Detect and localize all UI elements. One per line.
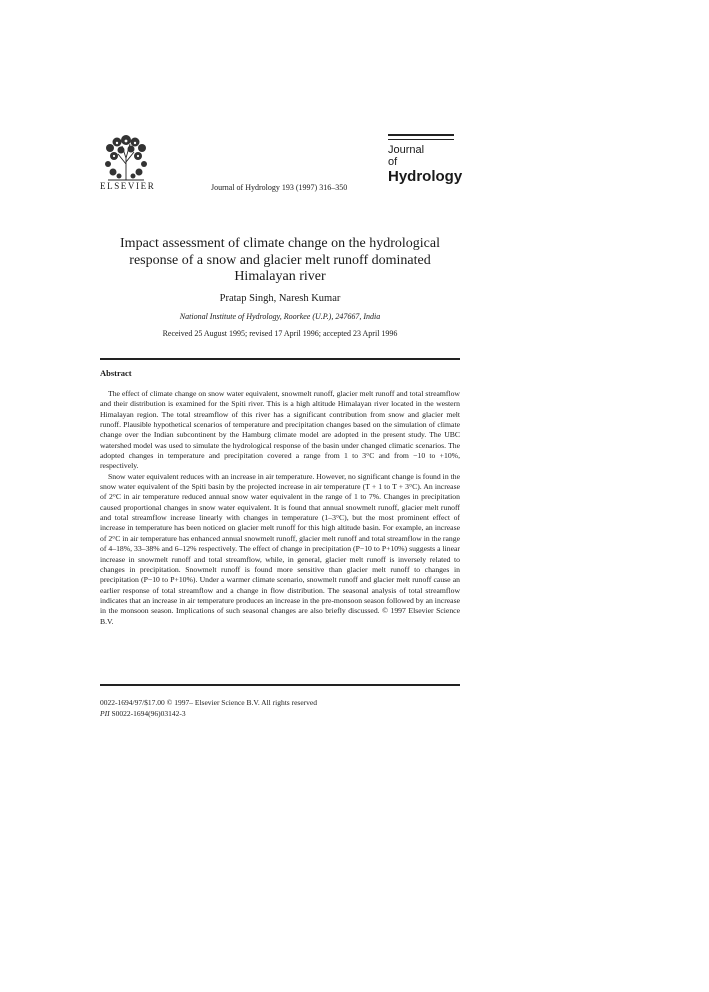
abstract-heading: Abstract [100,368,132,378]
pii-line [100,709,186,718]
logo-rule-top [388,134,454,136]
pii-label: PII [100,709,110,718]
pii-value: S0022-1694(96)03142-3 [111,709,186,718]
journal-logo-line2: of [388,156,398,168]
abstract-paragraph-2: Snow water equivalent reduces with an increase in air temperature. However, no significant change is found in the snow water equivalent of the Spiti basin by the projected increase in air temperature (T + 1 to T + 3°C). An increase of 2°C in air temperature reduced annual snow water equivalent in the range of 1 to 7%. Changes in precipitation caused proportional changes in snow water equivalent. It is found that annual snowmelt runoff, glacier melt runoff and total streamflow increase linearly with changes in temperature (1–3°C), but the most prominent effect of increase in temperature has been noticed on glacier melt runoff for this high altitude basin. For example, an increase of 2°C in air temperature has enhanced annual snowmelt runoff, glacier melt runoff and total streamflow in the range of 4–18%, 33–38% and 6–12% respectively. The effect of change in precipitation (P−10 to P+10%) suggests a linear increase in snowmelt runoff and total streamflow, while, in general, glacier melt runoff is inversely related to changes in precipitation. Snowmelt runoff is found more sensitive than glacier melt runoff to changes in precipitation (P−10 to P+10%). Under a warmer climate scenario, snowmelt runoff and glacier melt runoff cause an earlier response of total streamflow and a change in flow distribution. The seasonal analysis of total streamflow indicates that an increase in air temperature produces an increase in the pre-monsoon season followed by an increase in the monsoon season. Implications of such seasonal changes are also briefly discussed. © 1997 Elsevier Science B.V. [100,471,460,626]
rule-bottom [100,684,460,686]
journal-logo-line1: Journal [388,144,425,156]
journal-logo [388,134,463,185]
journal-citation: Journal of Hydrology 193 (1997) 316–350 [211,183,348,192]
abstract-body [100,389,460,627]
rule-top [100,358,460,360]
article-dates: Received 25 August 1995; revised 17 April 1996; accepted 23 April 1996 [162,329,398,338]
article-title: Impact assessment of climate change on the hydrological response of a snow and glacier melt runoff dominated Himalayan river [120,236,440,284]
journal-logo-line3: Hydrology [388,168,463,185]
abstract-paragraph-1: The effect of climate change on snow water equivalent, snowmelt runoff, glacier melt runoff and total streamflow and their distribution is examined for the Spiti river. This is a high altitude Himalayan river located in the western Himalayan region. The total streamflow of this river has a significant contribution from snow and glacier melt runoff. Plausible hypothetical scenarios of temperature and precipitation changes based on the simulation of climate change over the Indian subcontinent by the Hamburg climate model are adopted in the present study. The UBC watershed model was used to simulate the hydrological response of the basin under changed climatic scenarios. The adopted changes in temperature and precipitation covered a range from 1 to 3°C and from −10 to +10%, respectively. [100,389,460,471]
article-authors: Pratap Singh, Naresh Kumar [219,293,341,304]
logo-rule-thin [388,139,454,140]
publisher-name: ELSEVIER [100,181,156,191]
copyright-line: 0022-1694/97/$17.00 © 1997– Elsevier Science B.V. All rights reserved [100,698,317,707]
author-affiliation: National Institute of Hydrology, Roorkee (U.P.), 247667, India [179,312,381,321]
